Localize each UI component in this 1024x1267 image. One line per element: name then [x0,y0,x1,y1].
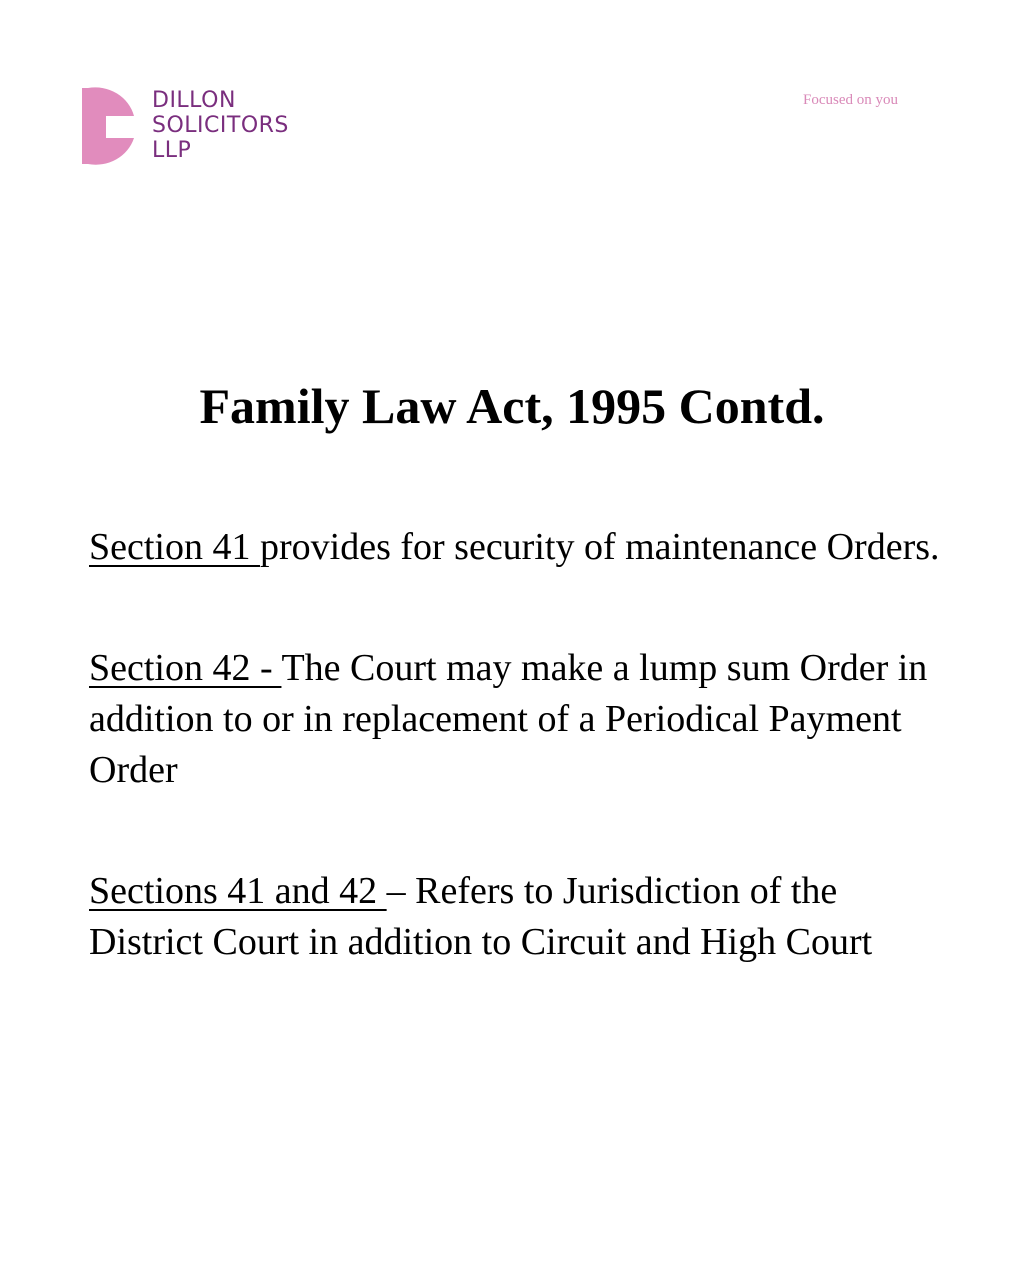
document-body [89,522,949,968]
page-header [0,0,1024,200]
paragraph-text: The Court may make a lump sum Order in addition to or in replacement of a Periodical Payment Order [89,647,928,791]
paragraph-text: – Refers to Jurisdiction of the District Court in addition to Circuit and High Court [89,870,873,963]
logo-line-2: SOLICITORS [152,113,289,138]
section-reference: Section 41 [89,526,260,568]
paragraph-text: provides for security of maintenance Orders. [259,526,940,568]
section-reference: Sections 41 and 42 [89,870,387,912]
d-shape-logo-icon [80,86,136,166]
paragraph-section-42 [89,643,949,796]
logo-wordmark [152,88,289,163]
page-title: Family Law Act, 1995 Contd. [199,378,825,434]
company-logo [80,86,289,166]
logo-line-1: DILLON [152,88,236,113]
paragraph-sections-41-42 [89,866,949,968]
tagline: Focused on you [803,92,898,108]
logo-line-3: LLP [152,138,192,163]
paragraph-section-41 [89,522,949,573]
section-reference: Section 42 - [89,647,282,689]
